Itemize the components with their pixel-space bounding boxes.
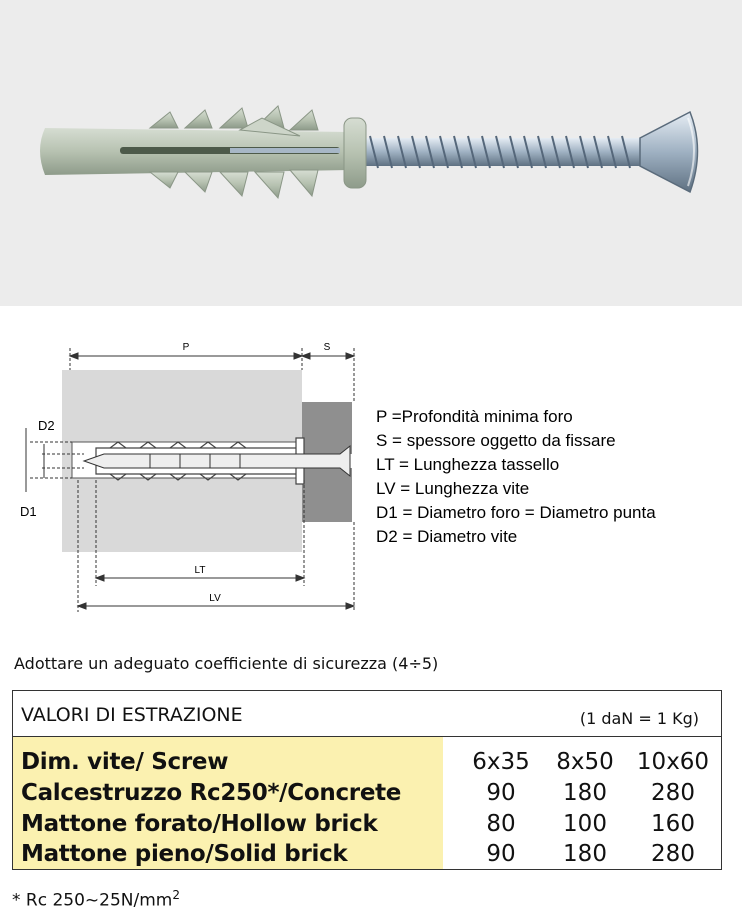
extraction-values-table — [12, 690, 722, 870]
table-cell: 90 — [486, 841, 516, 867]
footnote — [12, 888, 180, 911]
label-d2: D2 — [38, 418, 55, 433]
row-label-hollow-brick: Mattone forato/Hollow brick — [21, 811, 378, 837]
plug-shape — [40, 106, 366, 198]
legend-item: D2 = Diametro vite — [376, 527, 518, 546]
footnote-superscript: 2 — [172, 888, 180, 902]
table-cell: 280 — [651, 780, 695, 806]
dimension-legend — [376, 405, 742, 549]
table-cell: 80 — [486, 811, 516, 837]
dimension-diagram — [0, 330, 370, 620]
footnote-text: * Rc 250~25N/mm — [12, 890, 173, 911]
label-s: S — [323, 342, 331, 353]
table-cell: 160 — [651, 811, 695, 837]
table-cell: 10x60 — [636, 749, 710, 775]
row-label-solid-brick: Mattone pieno/Solid brick — [21, 841, 348, 867]
table-cell: 8x50 — [556, 749, 614, 775]
legend-item: S = spessore oggetto da fissare — [376, 431, 616, 450]
table-cell: 100 — [563, 811, 607, 837]
table-cell: 180 — [563, 841, 607, 867]
table-title: VALORI DI ESTRAZIONE — [21, 704, 243, 726]
row-label-concrete: Calcestruzzo Rc250*/Concrete — [21, 780, 402, 806]
legend-item: P =Profondità minima foro — [376, 407, 573, 426]
safety-note: Adottare un adeguato coefficiente di sicurezza (4÷5) — [14, 654, 439, 673]
table-cell: 90 — [486, 780, 516, 806]
table-header — [13, 691, 721, 737]
legend-item: LV = Lunghezza vite — [376, 479, 530, 498]
table-cell: 6x35 — [472, 749, 530, 775]
label-lv: LV — [209, 593, 221, 604]
table-cell: 180 — [563, 780, 607, 806]
row-label-screw: Dim. vite/ Screw — [21, 749, 229, 775]
label-d1: D1 — [20, 504, 37, 519]
legend-item: D1 = Diametro foro = Diametro punta — [376, 503, 656, 522]
unit-note: (1 daN = 1 Kg) — [579, 709, 699, 728]
product-photo — [0, 0, 742, 306]
label-p: P — [182, 342, 190, 353]
table-cell: 280 — [651, 841, 695, 867]
legend-item: LT = Lunghezza tassello — [376, 455, 560, 474]
label-lt: LT — [194, 565, 206, 576]
screw-shape — [360, 112, 698, 192]
